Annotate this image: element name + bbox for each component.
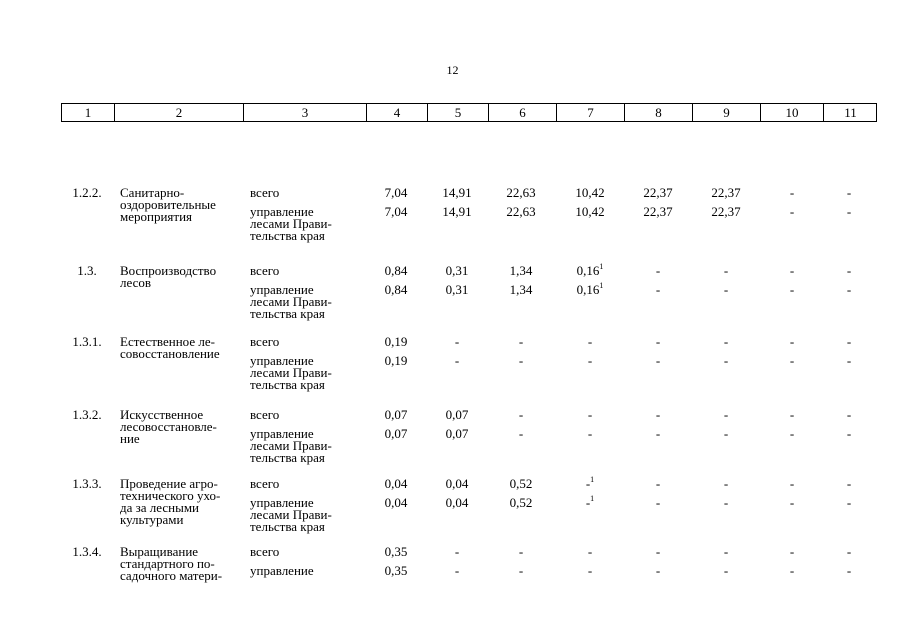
value-cell	[696, 283, 756, 296]
value-cell	[366, 205, 426, 218]
row-name-line: Санитарно-	[120, 185, 185, 200]
row-name-line: Воспроизводство	[120, 263, 217, 278]
subrow-label-line: лесами Прави-	[250, 507, 332, 522]
value-cell	[696, 564, 756, 577]
footnote-marker: 1	[590, 493, 595, 503]
value-cell	[560, 354, 620, 367]
subrow-label-line: управление	[250, 426, 314, 441]
subrow-label-line: тельства края	[250, 306, 325, 321]
value-text: -	[518, 407, 524, 422]
value-text: -	[723, 407, 729, 422]
header-col-8: 8	[625, 104, 693, 121]
value-cell	[696, 186, 756, 199]
subrow-label-line: всего	[250, 407, 280, 422]
value-cell	[491, 283, 551, 296]
row-code: 1.3.3.	[72, 476, 102, 491]
value-text: -	[789, 204, 795, 219]
value-cell	[491, 477, 551, 490]
value-text: 1,34	[509, 282, 533, 297]
value-cell	[696, 205, 756, 218]
subrow-label-line: лесами Прави-	[250, 216, 332, 231]
value-text: -	[723, 544, 729, 559]
row-name-line: лесов	[120, 275, 151, 290]
value-text: 0,31	[445, 263, 469, 278]
value-cell	[427, 354, 487, 367]
value-text: 10,42	[575, 204, 605, 219]
value-text: -	[846, 544, 852, 559]
value-cell	[491, 408, 551, 421]
row-name-line: да за лесными	[120, 500, 200, 515]
value-text: 22,37	[643, 204, 673, 219]
value-text: -	[585, 476, 591, 491]
value-text: 0,07	[445, 407, 469, 422]
value-cell	[491, 264, 551, 277]
value-text: -	[789, 544, 795, 559]
value-cell	[762, 564, 822, 577]
value-text: 0,07	[445, 426, 469, 441]
value-cell	[819, 264, 879, 277]
value-cell	[819, 477, 879, 490]
value-cell	[366, 545, 426, 558]
value-text: -	[655, 544, 661, 559]
value-cell	[491, 427, 551, 440]
value-text: -	[723, 495, 729, 510]
value-text: -	[723, 334, 729, 349]
value-text: 0,04	[445, 495, 469, 510]
value-cell	[696, 354, 756, 367]
value-text: -	[723, 353, 729, 368]
value-cell	[560, 427, 620, 440]
value-cell	[628, 496, 688, 509]
subrow-label-line: всего	[250, 544, 280, 559]
value-text: 0,19	[384, 353, 408, 368]
value-cell	[427, 283, 487, 296]
value-cell	[560, 493, 620, 510]
value-cell	[366, 408, 426, 421]
value-cell	[762, 335, 822, 348]
value-text: 1,34	[509, 263, 533, 278]
value-cell	[628, 427, 688, 440]
value-text: 10,42	[575, 185, 605, 200]
value-cell	[696, 335, 756, 348]
value-text: -	[587, 407, 593, 422]
row-name-line: технического ухо-	[120, 488, 221, 503]
value-text: -	[846, 263, 852, 278]
row-name-line: культурами	[120, 512, 184, 527]
header-col-2: 2	[115, 104, 244, 121]
row-code: 1.3.2.	[72, 407, 102, 422]
value-cell	[819, 205, 879, 218]
value-cell	[427, 496, 487, 509]
value-text: -	[454, 544, 460, 559]
value-text: -	[846, 334, 852, 349]
subrow-label-line: всего	[250, 263, 280, 278]
value-text: 22,37	[643, 185, 673, 200]
value-cell	[762, 496, 822, 509]
value-text: -	[846, 426, 852, 441]
value-text: 0,35	[384, 563, 408, 578]
value-cell	[427, 264, 487, 277]
value-cell	[628, 545, 688, 558]
value-text: 0,16	[576, 263, 600, 278]
value-text: -	[789, 185, 795, 200]
value-cell	[366, 335, 426, 348]
value-cell	[427, 408, 487, 421]
value-text: 0,04	[445, 476, 469, 491]
value-text: -	[846, 476, 852, 491]
value-text: 22,63	[506, 204, 536, 219]
row-name-line: оздоровительные	[120, 197, 216, 212]
value-cell	[427, 545, 487, 558]
value-text: -	[518, 563, 524, 578]
value-text: -	[789, 495, 795, 510]
value-cell	[819, 545, 879, 558]
value-text: -	[655, 426, 661, 441]
value-cell	[628, 186, 688, 199]
value-cell	[819, 427, 879, 440]
page-number: 12	[446, 63, 459, 77]
value-cell	[560, 335, 620, 348]
value-text: -	[846, 495, 852, 510]
value-cell	[560, 408, 620, 421]
value-cell	[560, 564, 620, 577]
value-text: -	[789, 426, 795, 441]
value-cell	[762, 186, 822, 199]
value-cell	[628, 564, 688, 577]
value-cell	[427, 186, 487, 199]
value-text: 0,52	[509, 495, 533, 510]
value-text: -	[723, 426, 729, 441]
row-name-line: Выращивание	[120, 544, 199, 559]
value-text: -	[585, 495, 591, 510]
value-text: 14,91	[442, 204, 472, 219]
subrow-label-line: управление	[250, 353, 314, 368]
subrow-label-line: управление	[250, 282, 314, 297]
value-text: -	[655, 263, 661, 278]
value-cell	[628, 335, 688, 348]
subrow-label-line: лесами Прави-	[250, 365, 332, 380]
value-text: 22,63	[506, 185, 536, 200]
value-text: -	[655, 334, 661, 349]
subrow-label-line: управление	[250, 495, 314, 510]
value-cell	[427, 427, 487, 440]
value-text: -	[789, 334, 795, 349]
header-col-5: 5	[428, 104, 489, 121]
footnote-marker: 1	[599, 261, 604, 271]
value-cell	[696, 477, 756, 490]
value-cell	[628, 477, 688, 490]
header-col-3: 3	[244, 104, 367, 121]
value-cell	[762, 264, 822, 277]
value-cell	[491, 545, 551, 558]
value-cell	[491, 496, 551, 509]
subrow-label-line: тельства края	[250, 228, 325, 243]
value-text: 0,84	[384, 263, 408, 278]
value-cell	[560, 545, 620, 558]
value-text: -	[518, 353, 524, 368]
value-text: 0,04	[384, 495, 408, 510]
row-name-line: Естественное ле-	[120, 334, 215, 349]
value-text: 7,04	[384, 185, 408, 200]
value-cell	[560, 474, 620, 491]
row-name-line: Искусственное	[120, 407, 204, 422]
subrow-label-line: тельства края	[250, 377, 325, 392]
value-cell	[366, 477, 426, 490]
value-text: -	[723, 282, 729, 297]
value-cell	[366, 354, 426, 367]
row-name-line: совосстановление	[120, 346, 220, 361]
value-cell	[696, 408, 756, 421]
value-cell	[819, 335, 879, 348]
value-text: -	[723, 563, 729, 578]
value-cell	[560, 280, 620, 297]
subrow-label-line: управление	[250, 563, 314, 578]
subrow-label-line: тельства края	[250, 519, 325, 534]
header-col-7: 7	[557, 104, 625, 121]
header-col-9: 9	[693, 104, 761, 121]
value-cell	[427, 477, 487, 490]
subrow-label-line: тельства края	[250, 450, 325, 465]
header-col-11: 11	[844, 105, 857, 120]
value-cell	[696, 264, 756, 277]
footnote-marker: 1	[599, 280, 604, 290]
value-text: -	[846, 407, 852, 422]
value-text: -	[587, 334, 593, 349]
value-cell	[491, 186, 551, 199]
value-cell	[491, 354, 551, 367]
value-cell	[427, 335, 487, 348]
value-text: 0,07	[384, 426, 408, 441]
value-cell	[762, 354, 822, 367]
subrow-label-line: всего	[250, 476, 280, 491]
value-text: -	[846, 185, 852, 200]
value-text: -	[846, 204, 852, 219]
value-cell	[628, 408, 688, 421]
value-text: -	[789, 563, 795, 578]
value-text: 0,52	[509, 476, 533, 491]
value-text: 22,37	[711, 185, 741, 200]
value-text: 22,37	[711, 204, 741, 219]
row-code: 1.3.1.	[72, 334, 102, 349]
value-text: -	[454, 563, 460, 578]
value-cell	[366, 427, 426, 440]
header-col-1: 1	[62, 104, 115, 121]
value-cell	[491, 335, 551, 348]
value-cell	[819, 496, 879, 509]
value-cell	[366, 186, 426, 199]
value-text: -	[518, 426, 524, 441]
value-text: -	[518, 544, 524, 559]
value-text: -	[723, 476, 729, 491]
value-cell	[762, 477, 822, 490]
value-cell	[762, 205, 822, 218]
value-cell	[696, 427, 756, 440]
value-text: -	[846, 563, 852, 578]
value-text: 14,91	[442, 185, 472, 200]
value-text: 0,19	[384, 334, 408, 349]
value-text: 0,04	[384, 476, 408, 491]
value-text: -	[789, 263, 795, 278]
value-text: -	[846, 353, 852, 368]
value-text: -	[655, 495, 661, 510]
value-text: -	[587, 563, 593, 578]
value-cell	[427, 205, 487, 218]
value-text: -	[789, 282, 795, 297]
value-text: -	[454, 353, 460, 368]
subrow-label-line: всего	[250, 334, 280, 349]
value-cell	[491, 205, 551, 218]
value-cell	[819, 186, 879, 199]
footnote-marker: 1	[590, 474, 595, 484]
header-col-4: 4	[367, 104, 428, 121]
value-text: -	[587, 544, 593, 559]
value-text: 0,16	[576, 282, 600, 297]
row-name-line: мероприятия	[120, 209, 193, 224]
value-cell	[628, 354, 688, 367]
value-text: 0,31	[445, 282, 469, 297]
value-cell	[762, 545, 822, 558]
value-cell	[628, 264, 688, 277]
value-text: 0,84	[384, 282, 408, 297]
value-text: 0,35	[384, 544, 408, 559]
value-cell	[762, 283, 822, 296]
value-text: -	[655, 282, 661, 297]
row-code: 1.2.2.	[72, 185, 102, 200]
value-text: -	[587, 426, 593, 441]
value-cell	[819, 283, 879, 296]
subrow-label-line: лесами Прави-	[250, 438, 332, 453]
value-text: -	[655, 476, 661, 491]
row-code: 1.3.	[77, 263, 97, 278]
value-text: -	[655, 407, 661, 422]
value-cell	[427, 564, 487, 577]
value-text: 7,04	[384, 204, 408, 219]
value-cell	[560, 186, 620, 199]
value-text: -	[723, 263, 729, 278]
row-name-line: Проведение агро-	[120, 476, 218, 491]
row-name-line: лесовосстановле-	[120, 419, 217, 434]
value-cell	[628, 283, 688, 296]
value-text: -	[454, 334, 460, 349]
value-text: -	[518, 334, 524, 349]
value-cell	[628, 205, 688, 218]
value-cell	[762, 427, 822, 440]
value-cell	[819, 354, 879, 367]
value-text: -	[789, 476, 795, 491]
value-text: -	[655, 563, 661, 578]
value-cell	[366, 283, 426, 296]
row-name-line: ние	[120, 431, 140, 446]
value-cell	[366, 496, 426, 509]
value-text: -	[789, 353, 795, 368]
row-name-line: садочного матери-	[120, 568, 223, 583]
value-cell	[560, 261, 620, 278]
value-cell	[762, 408, 822, 421]
value-cell	[696, 545, 756, 558]
header-col-6: 6	[489, 104, 557, 121]
table-header	[61, 103, 877, 122]
value-cell	[366, 564, 426, 577]
row-code: 1.3.4.	[72, 544, 102, 559]
subrow-label-line: лесами Прави-	[250, 294, 332, 309]
value-cell	[696, 496, 756, 509]
row-name-line: стандартного по-	[120, 556, 215, 571]
value-cell	[491, 564, 551, 577]
value-cell	[560, 205, 620, 218]
value-cell	[366, 264, 426, 277]
value-cell	[819, 564, 879, 577]
value-text: 0,07	[384, 407, 408, 422]
subrow-label-line: всего	[250, 185, 280, 200]
value-text: -	[846, 282, 852, 297]
header-col-10: 10	[761, 104, 824, 121]
value-cell	[819, 408, 879, 421]
value-text: -	[587, 353, 593, 368]
value-text: -	[789, 407, 795, 422]
value-text: -	[655, 353, 661, 368]
subrow-label-line: управление	[250, 204, 314, 219]
